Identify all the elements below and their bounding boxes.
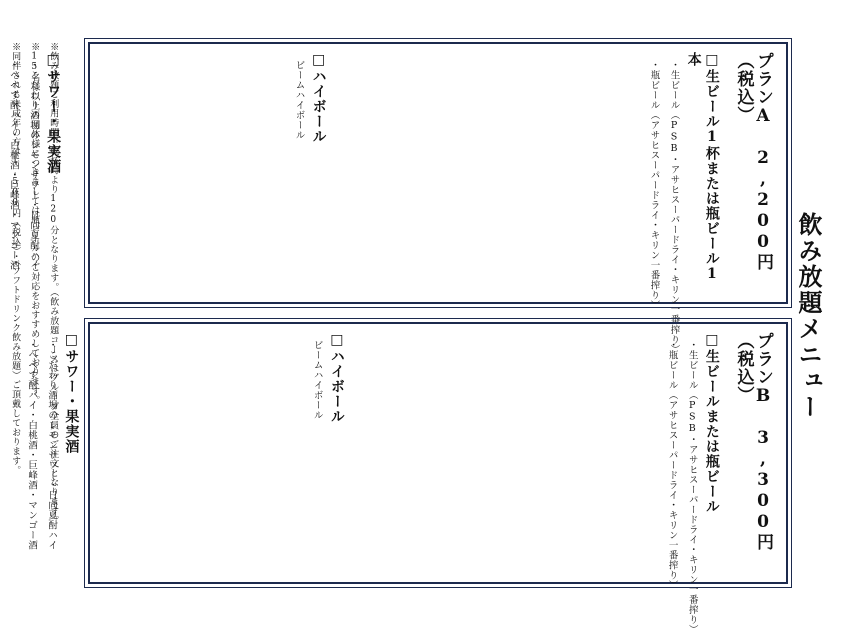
section-items bbox=[354, 332, 701, 635]
notes bbox=[4, 42, 61, 582]
plan-b-sections bbox=[0, 332, 701, 635]
menu-item: ・へべす酎ハイ・白桃酒・巨峰酒・マンゴー酒 bbox=[26, 340, 38, 550]
menu-item: ・生ビール（PSB・アサヒスーパードライ・キリン一番搾り） bbox=[686, 340, 698, 635]
menu-section bbox=[70, 52, 328, 144]
section-title: □ハイボール bbox=[328, 332, 345, 424]
menu-item: ・こだわり酒場のレモンサワー・日向夏酎ハイ bbox=[46, 340, 58, 550]
note-text: ※飲み放題ご利用時間：乾杯時より120分となります。（飲み放題コースはグループ全員のご注文となります。 bbox=[48, 42, 59, 525]
plan-b-heading bbox=[733, 332, 772, 572]
menu-section bbox=[88, 332, 346, 424]
plan-a-sections bbox=[0, 52, 683, 355]
section-title: □サワー・果実酒 bbox=[63, 332, 80, 454]
menu-item: ・瓶ビール（アサヒスーパードライ・キリン一番搾り） bbox=[666, 340, 678, 590]
menu-item: ・瓶ビール（アサヒスーパードライ・キリン一番搾り） bbox=[648, 60, 660, 310]
menu-item: ・生ビール（PSB・アサヒスーパードライ・キリン一番搾り） bbox=[668, 60, 680, 355]
menu-item: ・こだわり酒場のレモンサワー・日向夏酎ハイ bbox=[27, 60, 39, 270]
plan-a-beer-title: □生ビール1杯または瓶ビール1本 bbox=[685, 52, 720, 283]
section-items bbox=[161, 52, 307, 140]
section-items bbox=[179, 332, 325, 420]
plan-b-title: プランB 3,300円（税込） bbox=[733, 332, 773, 551]
menu-item: ・へべす酎ハイ・白桃酒・巨峰酒・マンゴー酒 bbox=[7, 60, 19, 270]
menu-title: 飲み放題メニュー bbox=[794, 212, 823, 420]
plan-a-title: プランA 2,200円（税込） bbox=[733, 52, 773, 271]
section-items bbox=[336, 52, 683, 355]
section-title: □ハイボール bbox=[310, 52, 327, 144]
plan-b-beer-title: □生ビールまたは瓶ビール bbox=[703, 332, 720, 514]
note-text: ※同伴される未成年の方は1,500円（税込）・（ソフトドリンク飲み放題）ご頂戴しております。 bbox=[10, 42, 21, 475]
note-text: ※15名様以上の団体様につきましては瓶ビールのご対応をおすすめしております。 bbox=[29, 42, 40, 405]
plan-b-box bbox=[26, 322, 788, 635]
plan-b-column bbox=[26, 332, 773, 635]
menu-section bbox=[336, 52, 683, 355]
section-title: □サワー・果実酒 bbox=[45, 52, 62, 174]
plan-a-heading bbox=[733, 52, 772, 292]
menu-item: ビームハイボール bbox=[311, 340, 323, 420]
menu-section bbox=[354, 332, 701, 635]
menu-item: ビームハイボール bbox=[293, 60, 305, 140]
